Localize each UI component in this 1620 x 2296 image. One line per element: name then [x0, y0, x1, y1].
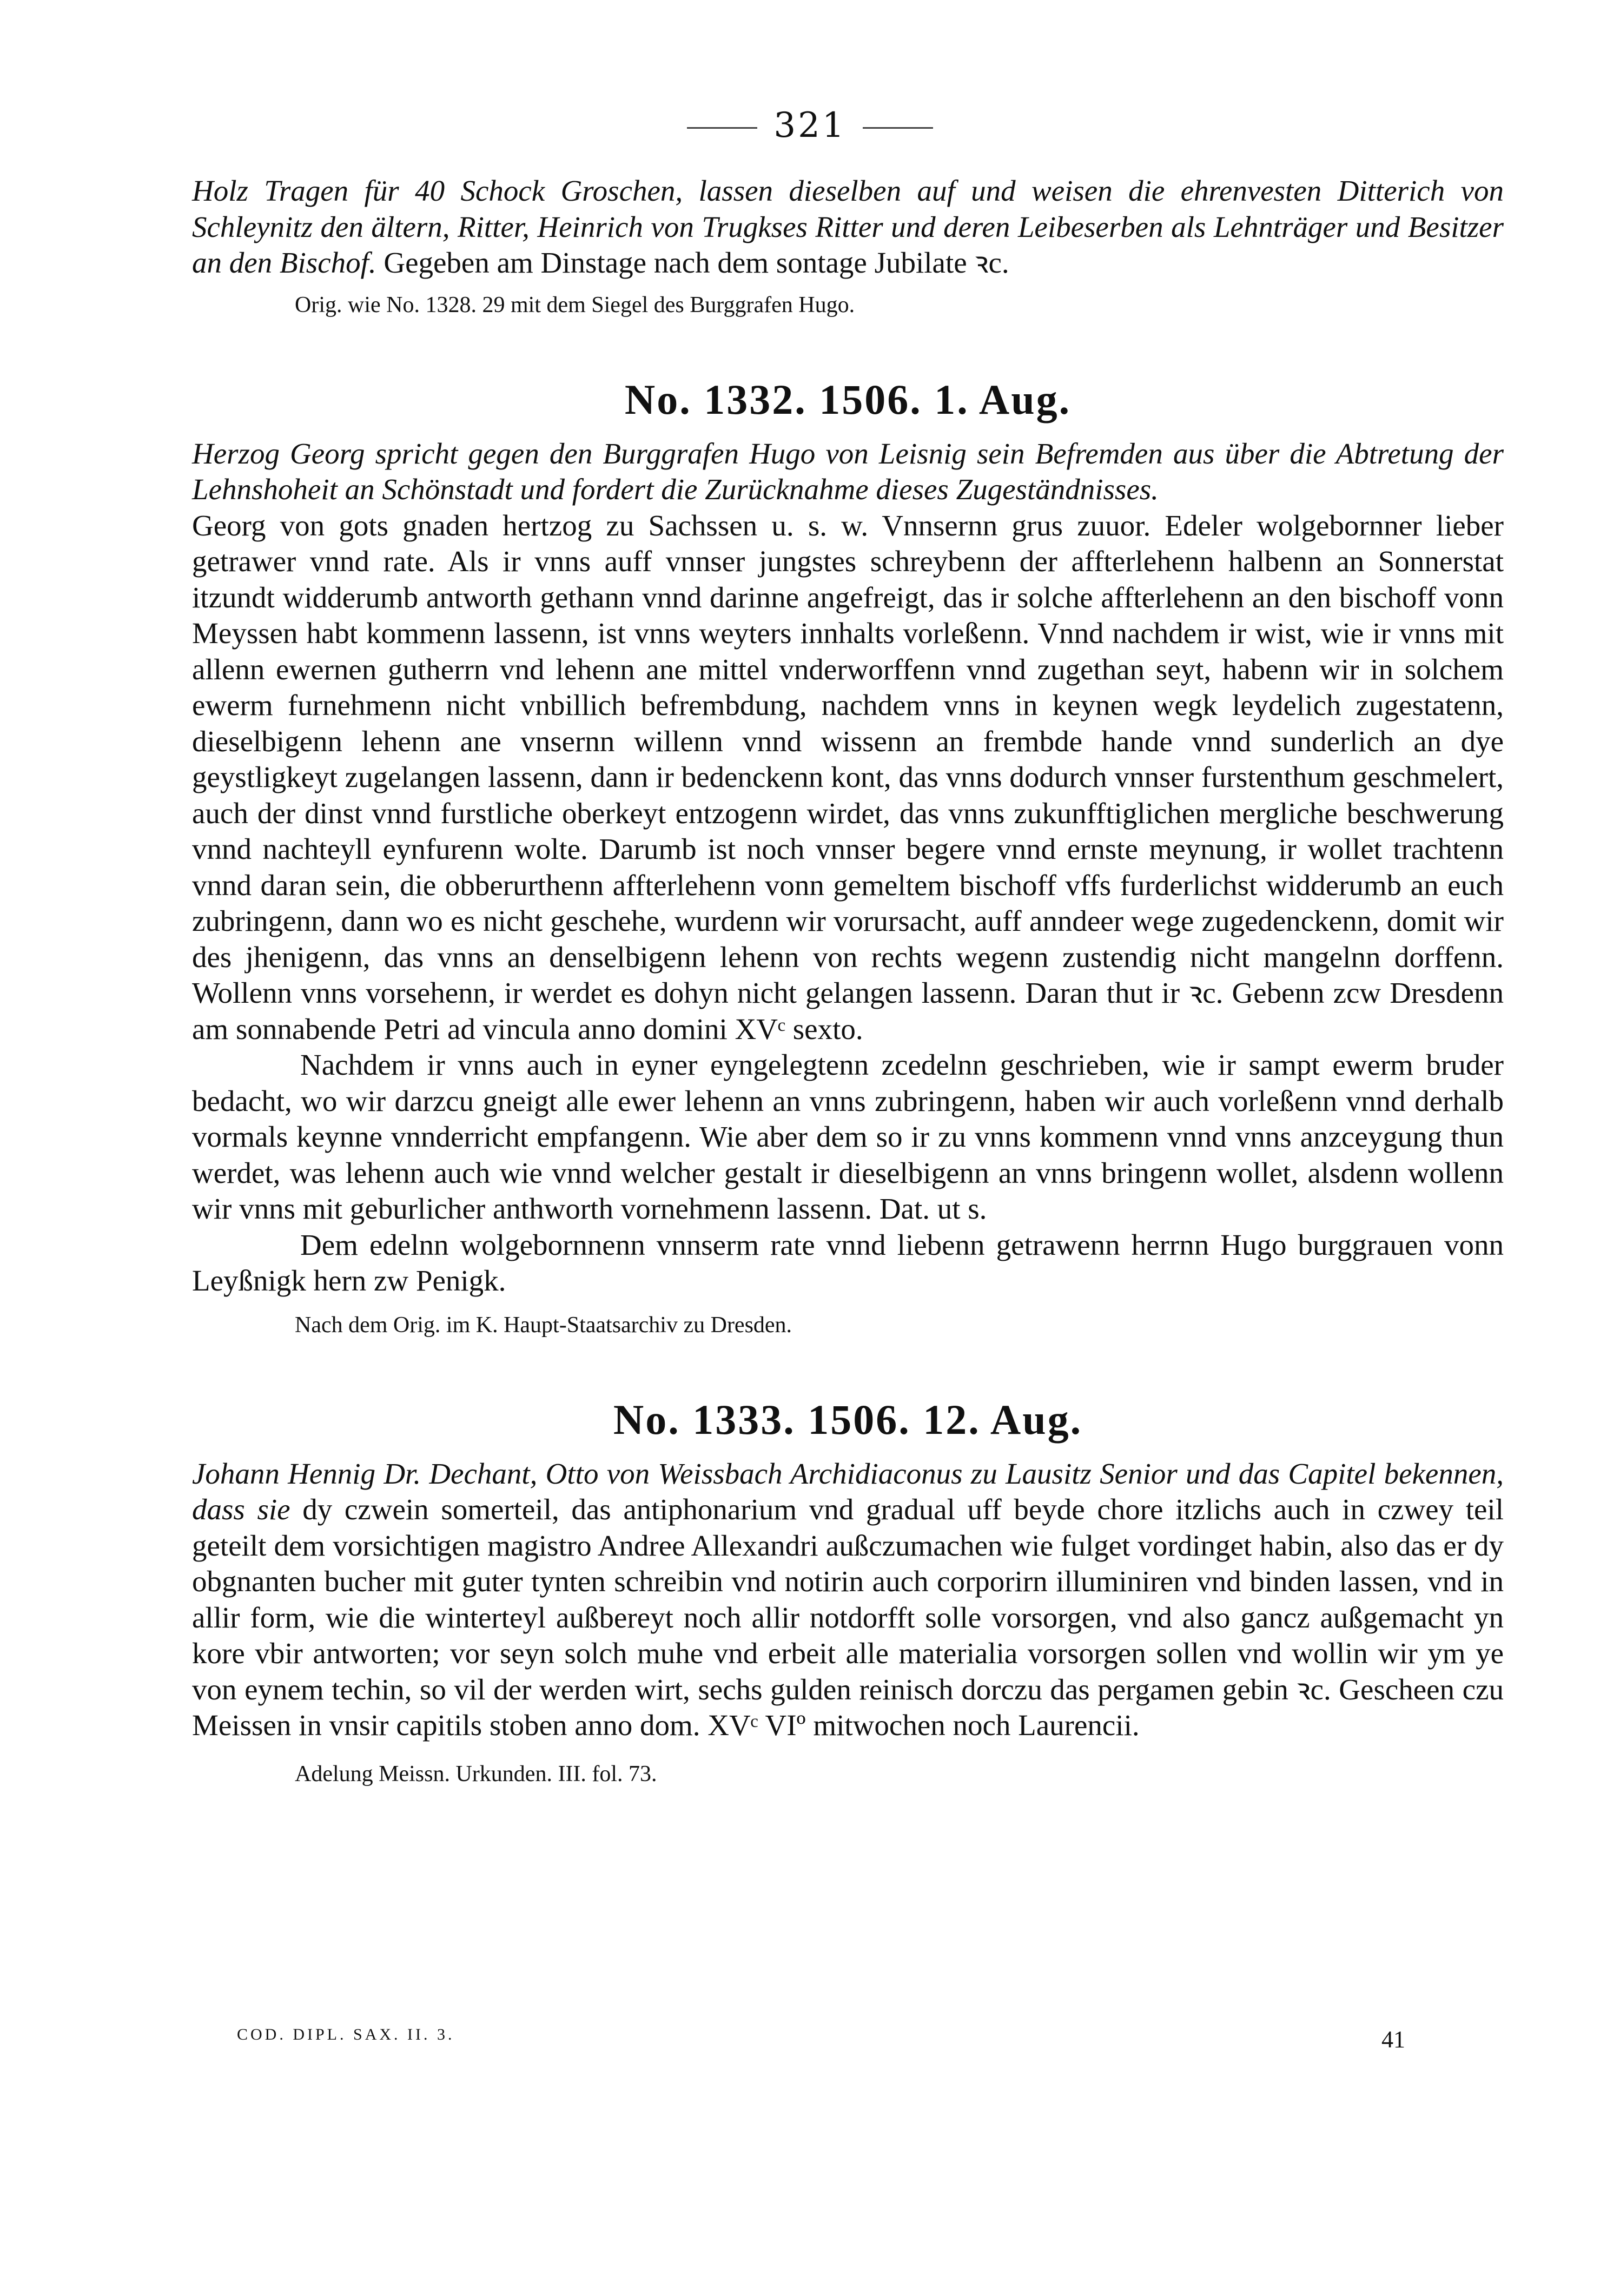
- page-number: 321: [773, 105, 847, 145]
- footer-signature: COD. DIPL. SAX. II. 3.: [237, 2026, 455, 2043]
- doc-1332-source-note: Nach dem Orig. im K. Haupt-Staatsarchiv zu Dresden.: [295, 1312, 792, 1338]
- intro-text: Gegeben am Dinstage nach dem sontage Jubilate ꝛc.: [376, 246, 1009, 279]
- doc-1332-heading: No. 1332. 1506. 1. Aug.: [624, 375, 1072, 423]
- doc-1333-summary: Johann Hennig Dr. Dechant, Otto von Weissbach Archidiaconus zu Lausitz Senior und das Capitel bekennen, dass sie: [192, 1457, 1504, 1526]
- doc-1333-source-note: Adelung Meissn. Urkunden. III. fol. 73.: [295, 1761, 657, 1786]
- doc-1332-para-1: Georg von gots gnaden hertzog zu Sachssen u. s. w. Vnnsernn grus zuuor. Edeler wolgebornner lieber getrawer vnnd rate. Als ir vnns auff vnnser jungstes schreybenn der affterlehenn halbenn an Sonnerstat itzundt widderumb antworth gethann vnnd darinne angefreigt, das ir solche affterlehenn an den bischoff vonn Meyssen habt kommenn lassenn, ist vnns weyters innhalts vorleßenn. Vnnd nachdem ir wist, wie ir vnns mit allenn ewernen gutherrn vnd lehenn ane mittel vnderworffenn vnnd zugethan seyt, habenn wir in solchem ewerm furnehmenn nicht vnbillich befrembdung, nachdem vnns in keynen wegk leydelich zugestatenn, dieselbigenn lehenn ane vnsernn willenn vnnd wissenn an frembde hande vnnd sunderlich an dye geystligkeyt zugelangen lassenn, dann ir bedenckenn kont, das vnns dodurch vnnser furstenthum geschmelert, auch der dinst vnnd furstliche oberkeyt entzogenn wirdet, das vnns zukunfftiglichen mergliche beschwerung vnnd nachteyll eynfurenn wolte. Darumb ist noch vnnser begere vnnd ernste meynung, ir wollet trachtenn vnnd daran sein, die obberurthenn affterlehenn vonn gemeltem bischoff vffs furderlichst widderumb an euch zubringenn, dann wo es nicht geschehe, wurdenn wir vorursacht, auff anndeer wege zugedenckenn, domit wir des jhenigenn, das vnns an denselbigenn lehenn von rechts wegenn zustendig nicht mangelnn dorffenn. Wollenn vnns vorsehenn, ir werdet es dohyn nicht gelangen lassenn. Daran thut ir ꝛc. Gebenn zcw Dresdenn am sonnabende Petri ad vincula anno domini XVᶜ sexto.: [192, 508, 1504, 1046]
- page-body: [192, 173, 1504, 1790]
- header-rule-right: [863, 127, 933, 129]
- doc-1332-summary: [192, 436, 1504, 508]
- page-header: [0, 105, 1620, 145]
- footer-sheet-number: 41: [1381, 2026, 1405, 2053]
- page-footer: [237, 2026, 1405, 2053]
- doc-1333-paragraph: [192, 1456, 1504, 1744]
- intro-italic: Holz Tragen für 40 Schock Groschen, lassen dieselben auf und weisen die ehrenvesten Ditterich von Schleynitz den ältern, Ritter, Heinrich von Trugkses Ritter und deren Leibeserben als Lehnträger und Besitzer an den Bischof.: [192, 174, 1504, 279]
- doc-1332-summary-text: Herzog Georg spricht gegen den Burggrafen Hugo von Leisnig sein Befremden aus über die Abtretung der Lehnshoheit an Schönstadt und fordert die Zurücknahme dieses Zugeständnisses.: [192, 436, 1504, 506]
- doc-1333-text: dy czwein somerteil, das antiphonarium vnd gradual uff beyde chore itzlichs auch in czwey teil geteilt dem vorsichtigen magistro Andree Allexandri außczumachen wie fulget vordinget habin, also das er dy obgnanten bucher mit guter tynten schreibin vnd notirin auch corporirn illuminiren vnd binden lassen, vnd in allir form, wie die winterteyl außbereyt noch allir notdorfft solle vorsorgen, vnd also gancz außgemacht yn kore vbir antworten; vor seyn solch muhe vnd erbeit alle materialia vorsorgen sollen vnd wollin wir ym ye von eynem techin, so vil der werden wirt, sechs gulden reinisch dorczu das pergamen gebin ꝛc. Gescheen czu Meissen in vnsir capitils stoben anno dom. XVᶜ VIº mitwochen noch Laurencii.: [192, 1493, 1504, 1742]
- doc-1332-para-3: Dem edelnn wolgebornnenn vnnserm rate vnnd liebenn getrawenn herrnn Hugo burggrauen vonn Leyßnigk hern zw Penigk.: [192, 1228, 1504, 1297]
- intro-source-note: Orig. wie No. 1328. 29 mit dem Siegel des Burggrafen Hugo.: [295, 292, 855, 317]
- doc-1333-heading: No. 1333. 1506. 12. Aug.: [613, 1395, 1083, 1443]
- header-rule-left: [687, 127, 757, 129]
- intro-paragraph: [192, 173, 1504, 281]
- doc-1332-para-2: Nachdem ir vnns auch in eyner eyngelegtenn zcedelnn geschrieben, wie ir sampt ewerm bruder bedacht, wo wir darzcu gneigt alle ewer lehenn an vnns zubringenn, haben wir auch vorleßenn vnnd derhalb vormals keynne vnnderricht empfangenn. Wie aber dem so ir zu vnns kommenn vnnd vnns anzceygung thun werdet, was lehenn auch wie vnnd welcher gestalt ir dieselbigenn an vnns bringenn wollet, alsdenn wollenn wir vnns mit geburlicher anthworth vornehmenn lassenn. Dat. ut s.: [192, 1048, 1504, 1225]
